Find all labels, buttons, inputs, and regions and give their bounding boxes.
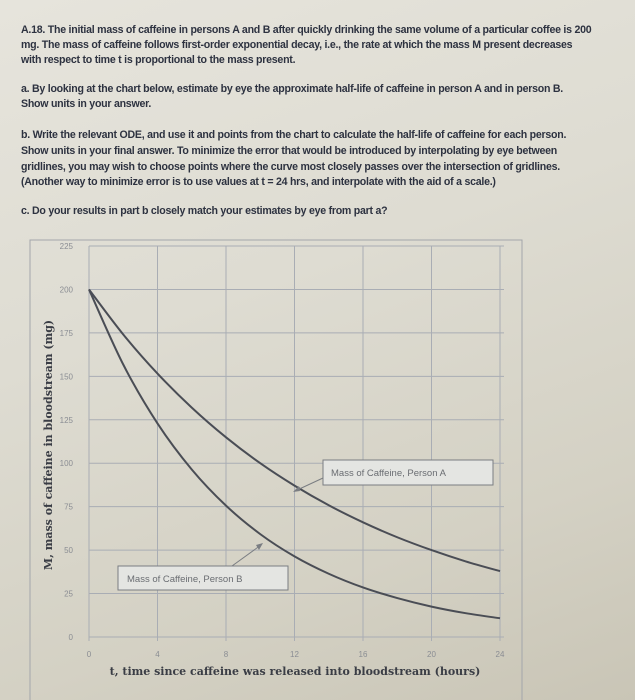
problem-line-1: A.18. The initial mass of caffeine in persons A and B after quickly drinking the same volume of a particular coffee is 200 [21,24,592,36]
problem-line-2: mg. The mass of caffeine follows first-order exponential decay, i.e., the rate at which the mass M present decreases [21,39,573,51]
y-tick-label: 100 [59,459,73,469]
y-tick-label: 0 [68,633,73,642]
annotation-person-a-label: Mass of Caffeine, Person A [331,468,446,479]
x-tick-label: 8 [223,650,229,659]
y-tick-label: 50 [64,546,73,556]
x-tick-label: 4 [155,650,160,659]
x-tick-label: 12 [290,650,299,659]
part-c-line: c. Do your results in part b closely match your estimates by eye from part a? [21,205,388,217]
annotation-person-b-label: Mass of Caffeine, Person B [127,574,243,585]
x-tick-labels [87,650,505,659]
y-axis-label: M, mass of caffeine in bloodstream (mg) [42,319,55,571]
y-tick-label: 175 [59,328,73,338]
x-tick-label: 24 [495,650,505,659]
y-tick-labels [60,242,74,642]
part-b-line-4: (Another way to minimize error is to use values at t = 24 hrs, and interpolate with the aid of a scale.) [21,176,496,188]
y-tick-label: 125 [59,415,73,425]
y-tick-label: 150 [59,372,73,382]
problem-line-3: with respect to time t is proportional to the mass present. [21,54,296,66]
x-tick-label: 20 [427,650,436,659]
x-tick-label: 16 [358,650,368,659]
y-tick-label: 225 [59,242,73,251]
y-tick-label: 25 [64,589,73,599]
annotation-b-arrow [232,545,261,566]
part-b-line-2: Show units in your final answer. To minimize the error that would be introduced by interpolating by eye between [21,145,557,157]
part-a-line-1: a. By looking at the chart below, estimate by eye the approximate half-life of caffeine in person A and in person B. [21,83,564,95]
annotation-person-a [293,460,493,492]
part-a-line-2: Show units in your answer. [21,98,152,110]
y-tick-label: 200 [59,285,73,295]
part-b-line-1: b. Write the relevant ODE, and use it and points from the chart to calculate the half-life of caffeine for each person. [21,129,567,141]
y-tick-label: 75 [64,502,73,512]
part-b-line-3: gridlines, you may wish to choose points where the curve most closely passes over the intersection of gridlines. [21,161,560,173]
x-axis-label: t, time since caffeine was released into bloodstream (hours) [109,665,481,678]
arrowhead-icon [256,543,263,550]
x-tick-label: 0 [86,650,92,659]
